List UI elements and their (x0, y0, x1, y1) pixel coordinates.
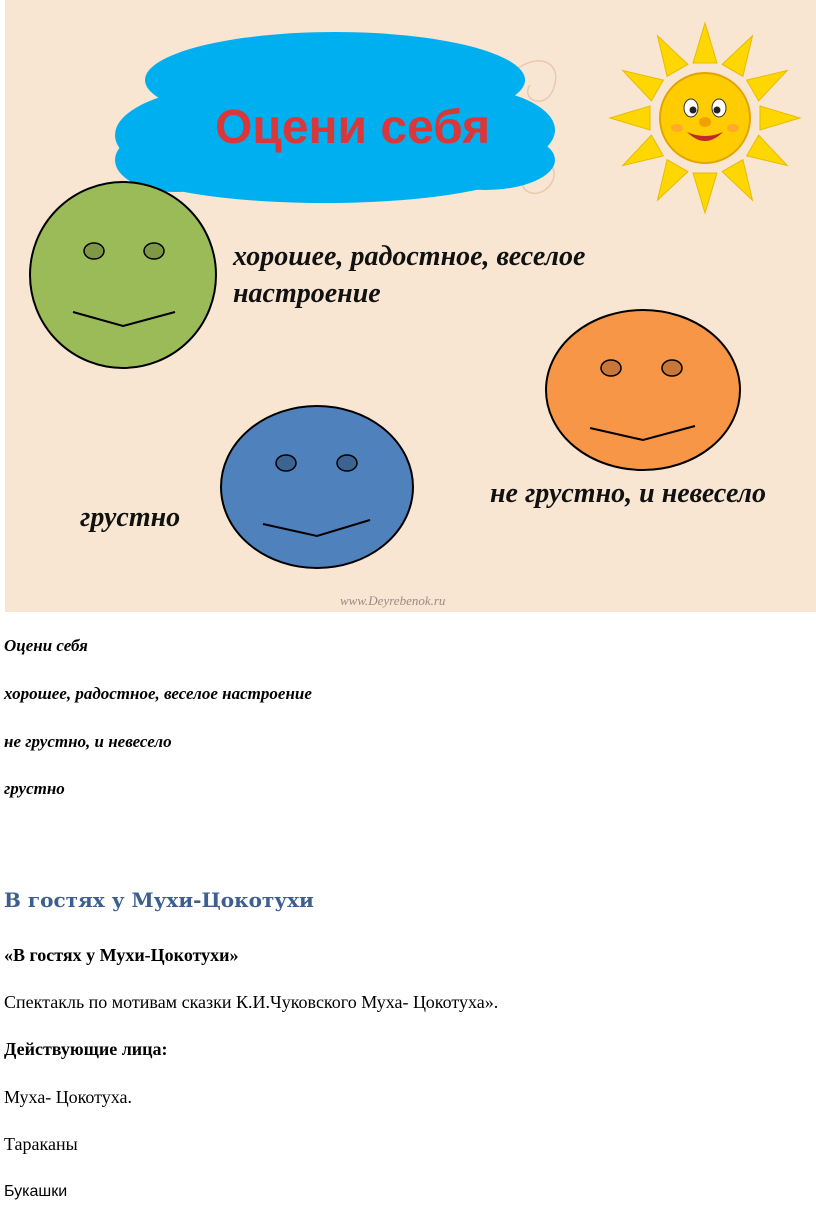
article-heading: В гостях у Мухи-Цокотухи (4, 888, 314, 912)
illustration-title: Оцени себя (215, 101, 491, 154)
caption-sad: грустно (4, 779, 65, 798)
happy-face-icon (30, 182, 216, 368)
sad-face-icon (221, 406, 413, 568)
mood-illustration (5, 0, 816, 612)
caption-good: хорошее, радостное, веселое настроение (4, 684, 312, 703)
neutral-face-icon (546, 310, 740, 470)
mood-good-line2: настроение (233, 278, 381, 309)
cast-heading: Действующие лица: (4, 1039, 168, 1059)
mood-neutral: не грустно, и невесело (490, 478, 767, 509)
cast-item: Тараканы (4, 1134, 78, 1154)
cast-item: Букашки (4, 1183, 68, 1200)
mood-sad: грустно (80, 502, 181, 533)
cast-item: Муха- Цокотуха. (4, 1087, 133, 1107)
mood-good-line1: хорошее, радостное, веселое (233, 241, 586, 272)
play-title: «В гостях у Мухи-Цокотухи» (4, 945, 239, 965)
play-description: Спектакль по мотивам сказки К.И.Чуковского Муха- Цокотуха». (4, 992, 499, 1012)
watermark: www.Deyrebenok.ru (340, 593, 446, 608)
caption-title: Оцени себя (4, 636, 88, 655)
caption-neutral: не грустно, и невесело (4, 732, 172, 751)
